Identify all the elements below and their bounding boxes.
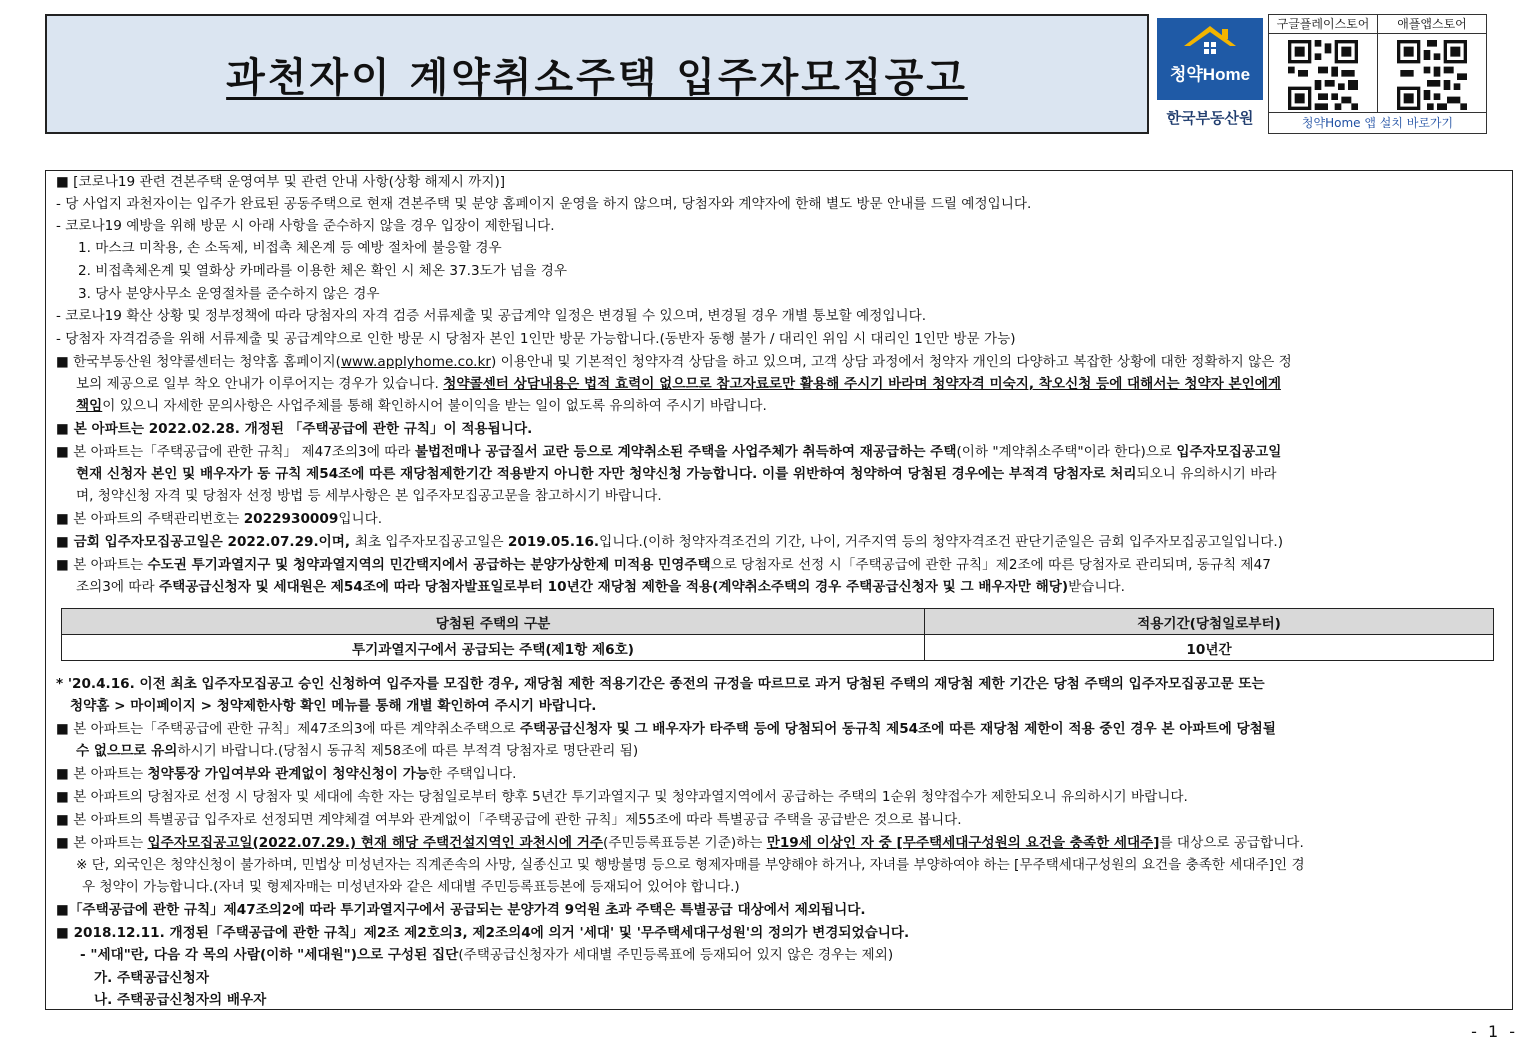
callcenter-paragraph: ■ 한국부동산원 청약콜센터는 청약홈 홈페이지(www.applyhome.co.kr) 이용안내 및 기본적인 청약자격 상담을 하고 있으며, 고객 상담 과정에서 청약자 개인의 다양하고 복잡한 상황에 대한 정확하지 않은 정 [56,354,1292,370]
covid-sub-item: 2. 비접촉체온계 및 열화상 카메라를 이용한 체온 확인 시 체온 37.3도가 넘을 경우 [78,263,568,279]
applyhome-logo[interactable] [1157,18,1263,134]
table-header-row [62,609,1494,635]
covid-heading: ■ [코로나19 관련 견본주택 운영여부 및 관련 안내 사항(상황 해제시 까지)] [56,174,506,190]
covid-sub-item: 3. 당사 분양사무소 운영절차를 준수하지 않은 경우 [78,286,380,302]
app-install-link[interactable]: 청약Home 앱 설치 바로가기 [1269,112,1486,133]
notice-body [45,170,1513,1010]
google-play-qr[interactable] [1269,15,1377,115]
logo-brand-text: 청약Home [1169,65,1251,84]
callcenter-paragraph: 보의 제공으로 일부 착오 안내가 이루어지는 경우가 있습니다. 청약콜센터 상담내용은 법적 효력이 없으므로 참고자료로만 활용해 주시기 바라며 청약자격 미숙지, 착오신청 등에 대해서는 청약자 본인에게 [76,376,1281,392]
rewinning-restriction-paragraph: ■ 본 아파트는 수도권 투기과열지구 및 청약과열지역의 민간택지에서 공급하는 분양가상한제 미적용 민영주택으로 당첨자로 선정 시「주택공급에 관한 규칙」제2조에 따른 당첨자로 관리되며, 동규칙 제47 [56,557,1271,573]
page-title: 과천자이 계약취소주택 입주자모집공고 [226,54,968,101]
household-member-item: 나. 주택공급신청자의 배우자 [94,992,267,1008]
rule-applied-notice: ■ 본 아파트는 2022.02.28. 개정된 「주택공급에 관한 규칙」이 적용됩니다. [56,421,533,437]
table-row [62,635,1494,661]
callcenter-paragraph: 책임이 있으니 자세한 문의사항은 사업주체를 통해 확인하시어 불이익을 받는 일이 없도록 유의하여 주시기 바랍니다. [76,398,767,414]
cancelled-house-paragraph: 며, 청약신청 자격 및 당첨자 선정 방법 등 세부사항은 본 입주자모집공고문을 참고하시기 바랍니다. [76,488,662,504]
eligibility-note: ※ 단, 외국인은 청약신청이 불가하며, 민법상 미성년자는 직계존속의 사망, 실종신고 및 행방불명 등으로 형제자매를 부양해야 하거나, 자녀를 부양하여야 하는 [무주택세대구성원의 요건을 충족한 세대주]인 경 [76,857,1305,873]
household-member-item: 가. 주택공급신청자 [94,970,209,986]
eligibility-paragraph: ■ 본 아파트는 입주자모집공고일(2022.07.29.) 현재 해당 주택건설지역인 과천시에 거주(주민등록표등본 기준)하는 만19세 이상인 자 중 [무주택세대구성원의 요건을 충족한 세대주]를 대상으로 공급합니다. [56,835,1304,851]
special-supply-notice: ■ 본 아파트의 특별공급 입주자로 선정되면 계약체결 여부와 관계없이「주택공급에 관한 규칙」제55조에 따라 특별공급 주택을 공급받은 것으로 봅니다. [56,812,962,828]
applyhome-url-link[interactable]: www.applyhome.co.kr [340,354,491,370]
definition-change-notice: ■ 2018.12.11. 개정된「주택공급에 관한 규칙」제2조 제2호의3, 제2조의4에 의거 '세대' 및 '무주택세대구성원'의 정의가 변경되었습니다. [56,925,910,941]
household-definition: - "세대"란, 다음 각 목의 사람(이하 "세대원")으로 구성된 집단(주택공급신청자가 세대별 주민등록표에 등재되어 있지 않은 경우는 제외) [80,947,894,963]
table-header-cell: 적용기간(당첨일로부터) [925,609,1494,635]
house-icon [1180,24,1240,58]
first-priority-restriction: ■ 본 아파트의 당첨자로 선정 시 당첨자 및 세대에 속한 자는 당첨일로부터 향후 5년간 투기과열지구 및 청약과열지역에서 공급하는 주택의 1순위 청약접수가 제한되오니 유의하시기 바랍니다. [56,789,1188,805]
announcement-date-line: ■ 금회 입주자모집공고일은 2022.07.29.이며, 최초 입주자모집공고일은 2019.05.16.입니다.(이하 청약자격조건의 기간, 나이, 거주지역 등의 청약자격조건 판단기준일은 금회 입주자모집공고일입니다.) [56,534,1284,550]
savings-account-notice: ■ 본 아파트는 청약통장 가입여부와 관계없이 청약신청이 가능한 주택입니다. [56,766,517,782]
covid-item: - 코로나19 확산 상황 및 정부정책에 따라 당첨자의 자격 검증 서류제출 및 공급계약 일정은 변경될 수 있으며, 변경될 경우 개별 통보할 예정입니다. [56,308,927,324]
app-store-label: 애플앱스토어 [1378,15,1486,34]
page-number: - 1 - [1471,1022,1518,1041]
price-cap-notice: ■「주택공급에 관한 규칙」제47조의2에 따라 투기과열지구에서 공급되는 분양가격 9억원 초과 주택은 특별공급 대상에서 제외됩니다. [56,902,866,918]
app-store-qr[interactable] [1378,15,1486,115]
title-banner [45,14,1149,134]
footnote: 청약홈 > 마이페이지 > 청약제한사항 확인 메뉴를 통해 개별 확인하여 주시기 바랍니다. [70,698,597,714]
cancelled-house-paragraph: 현재 신청자 본인 및 배우자가 동 규칙 제54조에 따른 재당첨제한기간 적용받지 아니한 자만 청약신청 가능합니다. 이를 위반하여 청약하여 당첨된 경우에는 부적격 당첨자로 처리되오니 유의하시기 바라 [76,466,1277,482]
table-cell: 10년간 [925,635,1494,661]
cancelled-house-paragraph: ■ 본 아파트는「주택공급에 관한 규칙」 제47조의3에 따라 불법전매나 공급질서 교란 등으로 계약취소된 주택을 사업주체가 취득하여 재공급하는 주택(이하 "계약취소주택"이라 한다)으로 입주자모집공고일 [56,444,1282,460]
table-cell: 투기과열지구에서 공급되는 주택(제1항 제6호) [62,635,925,661]
table-header-cell: 당첨된 주택의 구분 [62,609,925,635]
covid-item: - 당첨자 자격검증을 위해 서류제출 및 공급계약으로 인한 방문 시 당첨자 본인 1인만 방문 가능합니다.(동반자 동행 불가 / 대리인 위임 시 대리인 1인만 방문 가능) [56,331,1016,347]
covid-item: - 당 사업지 과천자이는 입주가 완료된 공동주택으로 현재 견본주택 및 분양 홈페이지 운영을 하지 않으며, 당첨자와 계약자에 한해 별도 방문 안내를 드릴 예정입니다. [56,196,1032,212]
qr-code-icon [1288,40,1358,110]
housing-number-line: ■ 본 아파트의 주택관리번호는 2022930009입니다. [56,511,383,527]
eligibility-note: 우 청약이 가능합니다.(자녀 및 형제자매는 미성년자와 같은 세대별 주민등록표등본에 등재되어 있어야 합니다.) [82,879,740,895]
google-play-label: 구글플레이스토어 [1269,15,1377,34]
cancelled-house-restriction: 수 없으므로 유의하시기 바랍니다.(당첨시 동규칙 제58조에 따른 부적격 당첨자로 명단관리 됨) [76,743,639,759]
rewinning-restriction-paragraph: 조의3에 따라 주택공급신청자 및 세대원은 제54조에 따라 당첨자발표일로부터 10년간 재당첨 제한을 적용(계약취소주택의 경우 주택공급신청자 및 그 배우자만 해당)받습니다. [76,579,1125,595]
covid-sub-item: 1. 마스크 미착용, 손 소독제, 비접촉 체온계 등 예방 절차에 불응할 경우 [78,240,502,256]
covid-item: - 코로나19 예방을 위해 방문 시 아래 사항을 준수하지 않을 경우 입장이 제한됩니다. [56,218,555,234]
qr-code-panel [1268,14,1487,134]
restriction-table [61,608,1494,661]
qr-code-icon [1397,40,1467,110]
footnote: * '20.4.16. 이전 최초 입주자모집공고 승인 신청하여 입주자를 모집한 경우, 재당첨 제한 적용기간은 종전의 규정을 따르므로 과거 당첨된 주택의 재당첨 제한 기간은 당첨 주택의 입주자모집공고문 또는 [56,676,1265,692]
logo-org-text: 한국부동산원 [1157,100,1263,134]
cancelled-house-restriction: ■ 본 아파트는「주택공급에 관한 규칙」제47조의3에 따른 계약취소주택으로 주택공급신청자 및 그 배우자가 타주택 등에 당첨되어 동규칙 제54조에 따른 재당첨 제한이 적용 중인 경우 본 아파트에 당첨될 [56,721,1276,737]
